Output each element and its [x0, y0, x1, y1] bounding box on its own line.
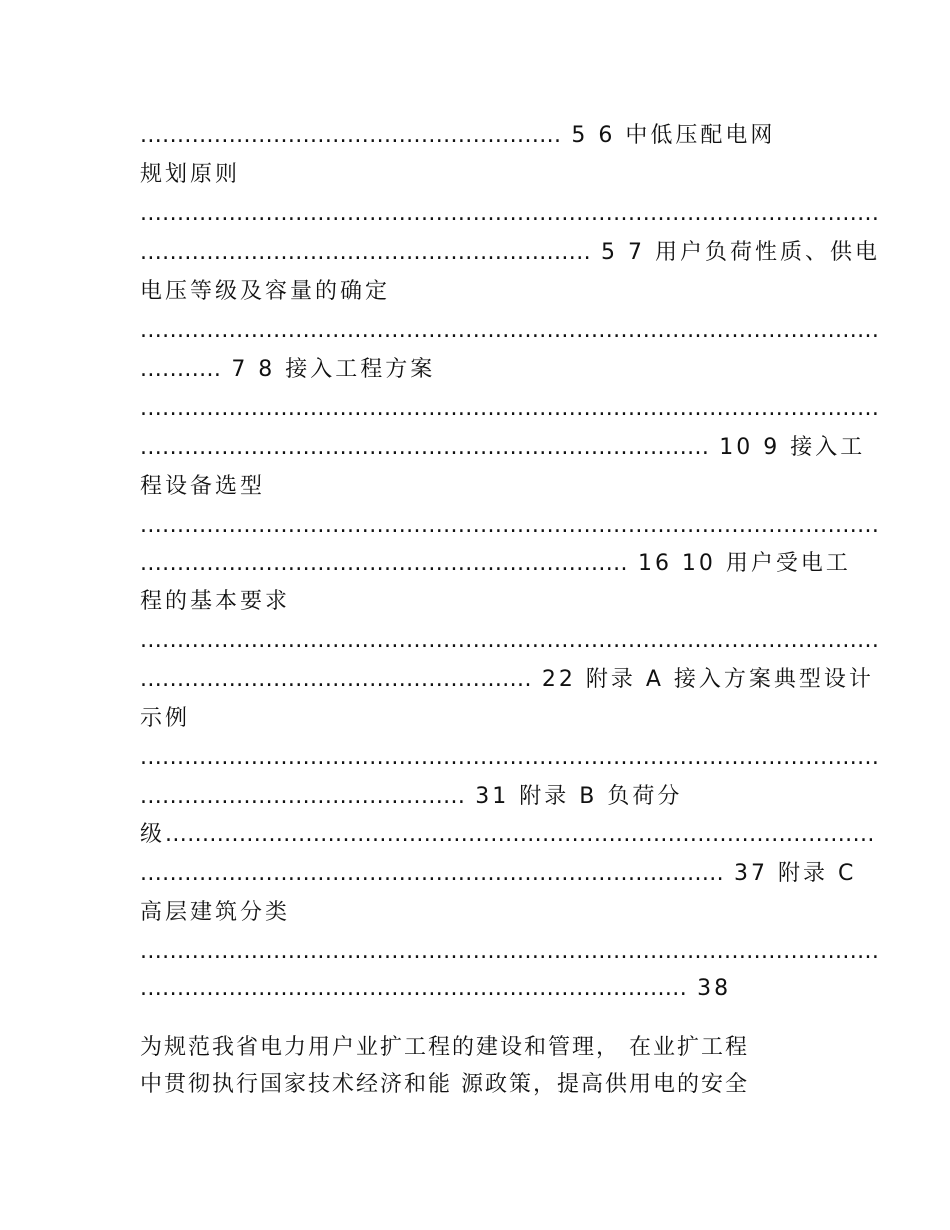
toc-entry-text: 电压等级及容量的确定: [140, 279, 391, 304]
leader-dots: ....................................................................................................: [140, 396, 880, 421]
leader-dots: ....................................................................................................: [140, 745, 880, 770]
toc-line: [140, 583, 806, 621]
leader-dots: ....................................................................................................: [140, 201, 880, 226]
leader-dots: ...............................................................................: [140, 861, 725, 886]
toc-line: [140, 390, 880, 428]
toc-line: [140, 816, 875, 854]
leader-dots: ............................................: [140, 784, 466, 809]
toc-entry-text: 38: [687, 976, 732, 1001]
leader-dots: .........................................................: [140, 123, 562, 148]
toc-entry-text: 程的基本要求: [140, 589, 291, 614]
toc-line: [140, 739, 880, 777]
leader-dots: .............................................................................: [140, 435, 710, 460]
toc-entry-text: 规划原则: [140, 162, 241, 187]
toc-line: [140, 970, 806, 1008]
toc-line: [140, 429, 866, 467]
toc-entry-text: 程设备选型: [140, 474, 266, 499]
toc-line: [140, 234, 880, 272]
toc-line: [140, 468, 806, 506]
toc-entry-text: 5 7 用户负荷性质、供电: [590, 240, 880, 265]
toc-line: [140, 117, 806, 155]
toc-entry-text: 级: [140, 822, 166, 847]
leader-dots: ....................................................................................................: [140, 939, 880, 964]
toc-line: [140, 700, 806, 738]
toc-entry-text: 5 6 中低压配电网: [561, 123, 776, 148]
toc-entry-text: 7 8 接入工程方案: [221, 357, 436, 382]
leader-dots: ....................................................................................................: [140, 628, 880, 653]
leader-dots: ...........: [140, 357, 222, 382]
toc-line: [140, 778, 806, 816]
toc-entry-text: 37 附录 C: [724, 861, 857, 886]
toc-line: [140, 622, 880, 660]
toc-entry-text: 示例: [140, 706, 191, 731]
body-paragraph-line: 中贯彻执行国家技术经济和能 源政策，提高供用电的安全: [140, 1072, 749, 1097]
toc-line: [140, 661, 874, 699]
body-paragraph-line: 为规范我省电力用户业扩工程的建设和管理， 在业扩工程: [140, 1035, 749, 1060]
leader-dots: ....................................................................................................: [140, 513, 880, 538]
toc-line: [140, 351, 806, 389]
toc-entry-text: 10 9 接入工: [709, 435, 866, 460]
toc-entry-text: 高层建筑分类: [140, 900, 291, 925]
leader-dots: .............................................................: [140, 240, 591, 265]
leader-dots: ....................................................................................................: [140, 318, 880, 343]
toc-line: [140, 273, 806, 311]
leader-dots: ..........................................................................: [140, 976, 688, 1001]
toc-line: [140, 195, 880, 233]
toc-line: [140, 156, 806, 194]
toc-entry-text: 22 附录 A 接入方案典型设计: [531, 667, 874, 692]
toc-line: [140, 894, 806, 932]
toc-line: [140, 855, 857, 893]
toc-line: [140, 933, 880, 971]
toc-line: [140, 312, 880, 350]
leader-dots: .....................................................: [140, 667, 532, 692]
toc-entry-text: 31 附录 B 负荷分: [465, 784, 683, 809]
leader-dots: ................................................................................................: [165, 822, 875, 847]
leader-dots: ..................................................................: [140, 551, 628, 576]
toc-line: [140, 507, 880, 545]
toc-line: [140, 545, 851, 583]
toc-entry-text: 16 10 用户受电工: [627, 551, 851, 576]
